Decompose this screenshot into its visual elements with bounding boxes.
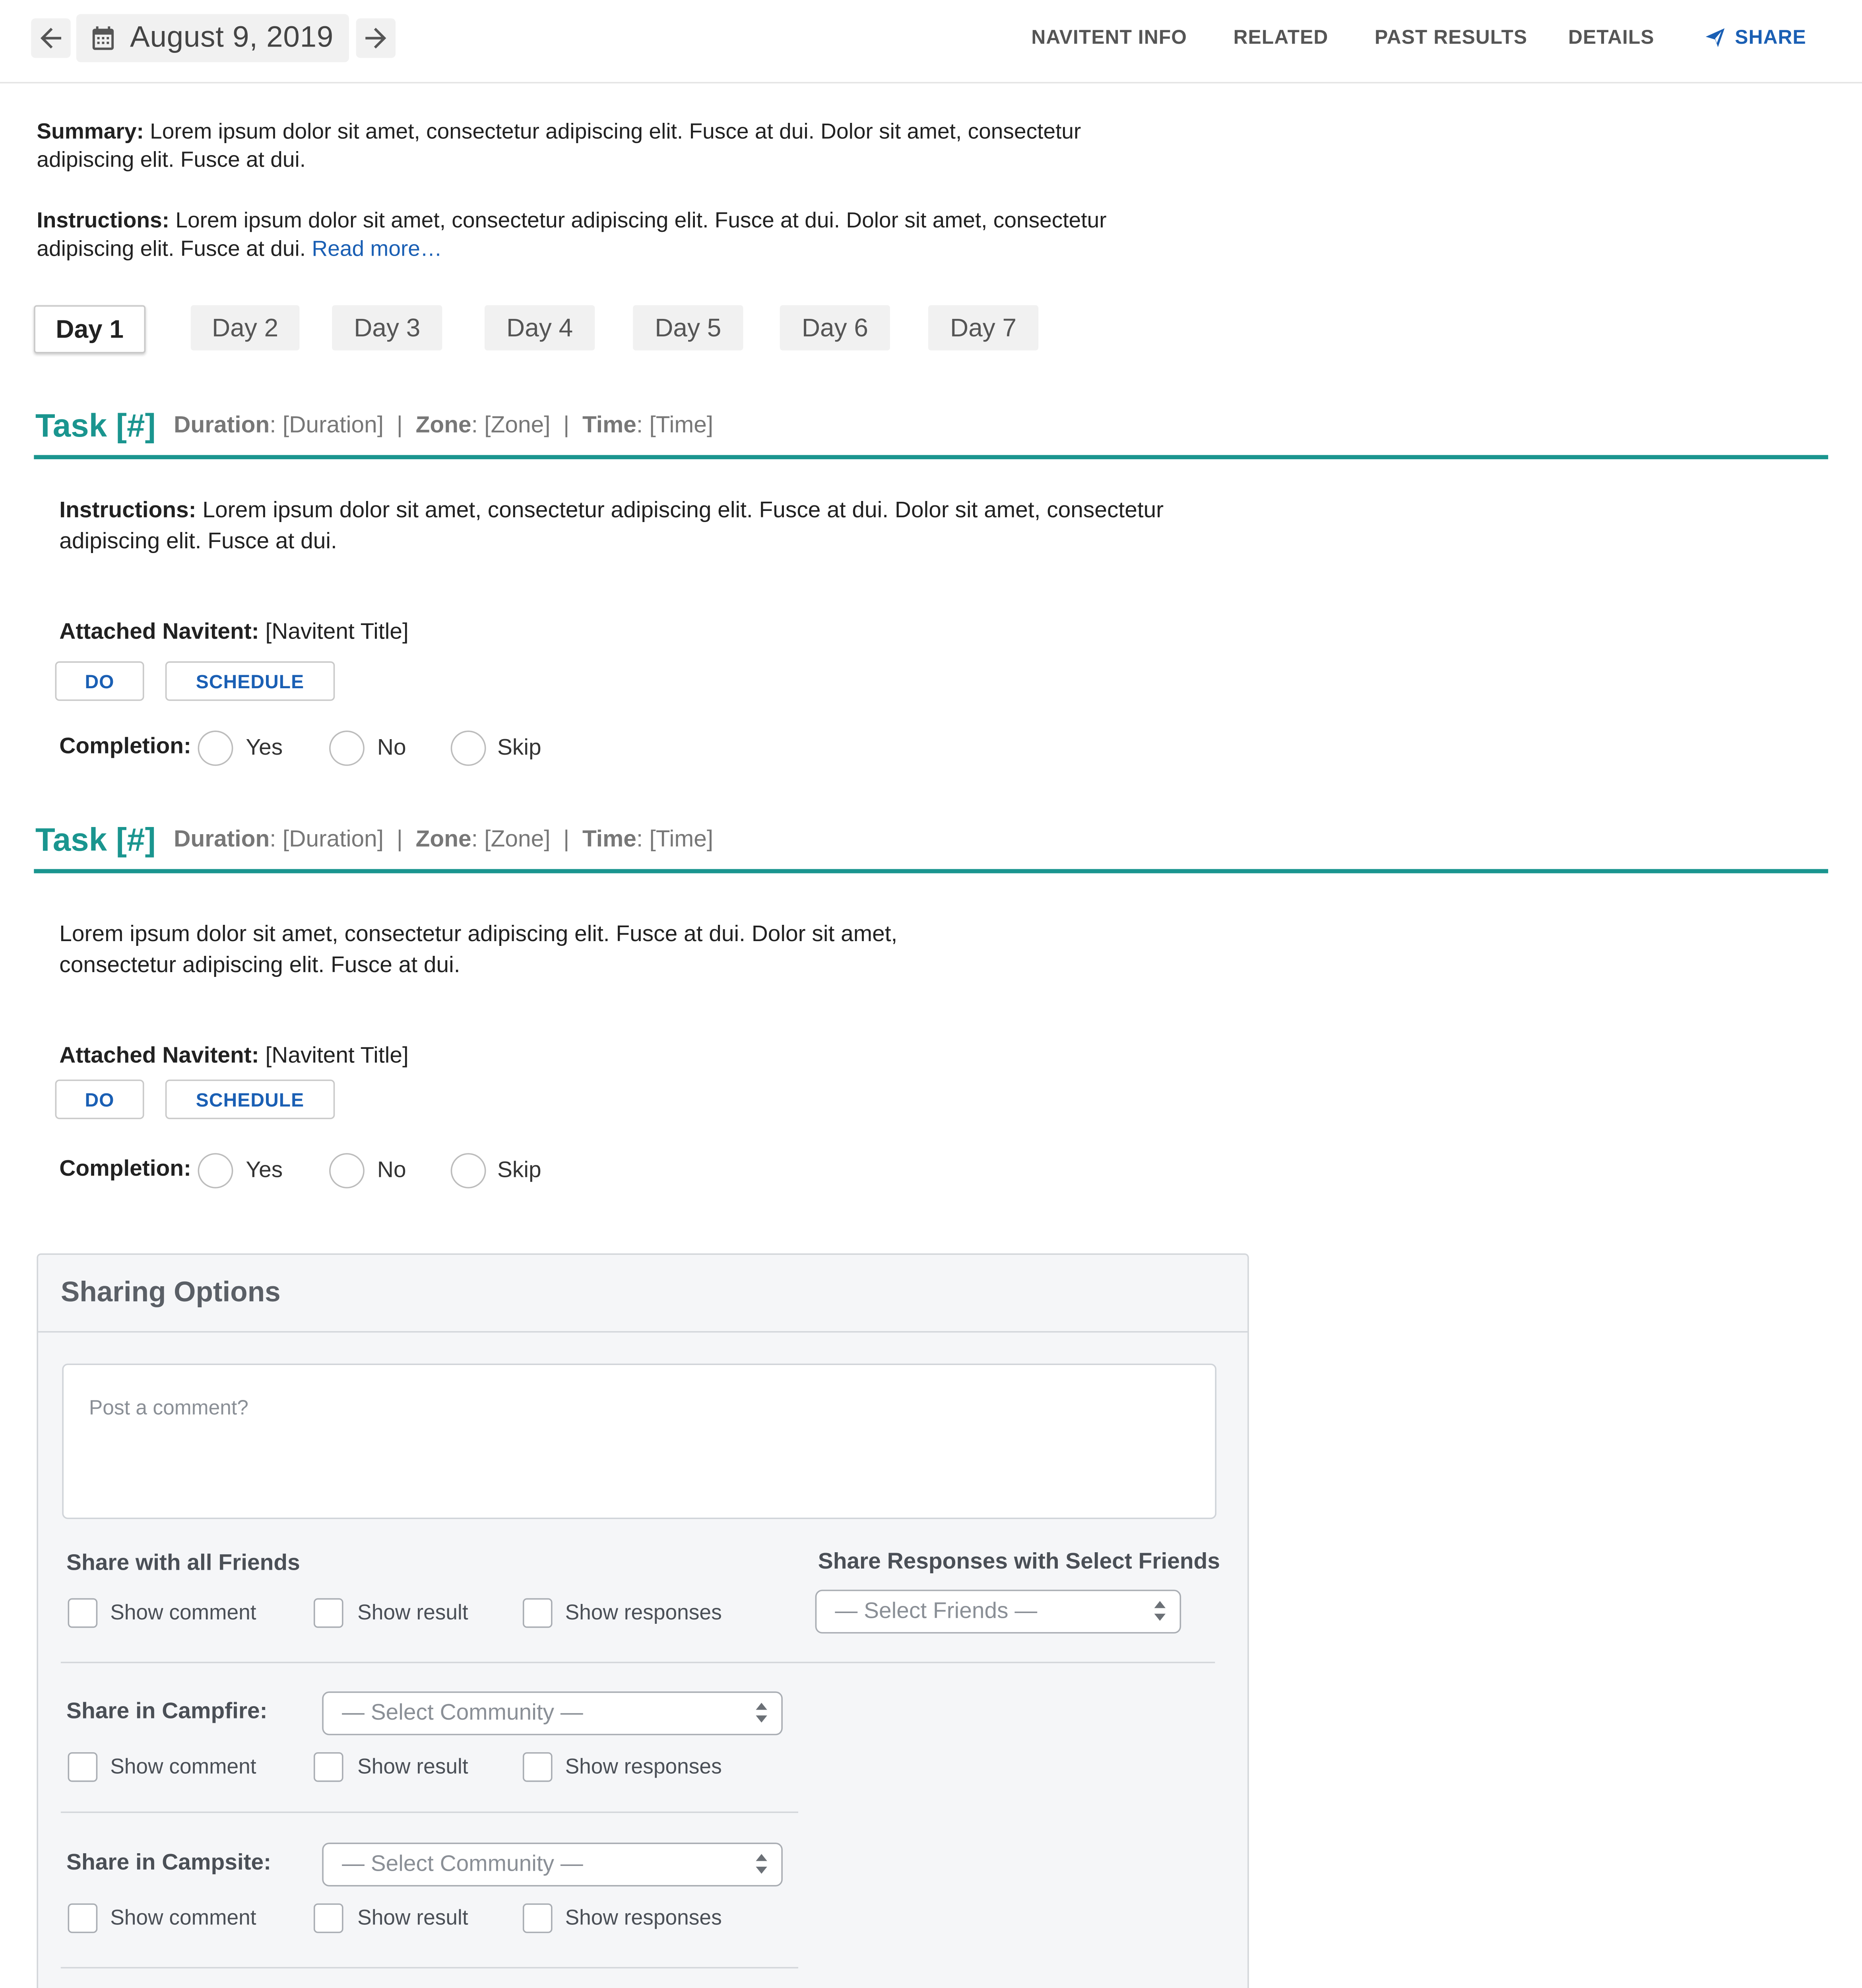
- task-1-header: [35, 407, 156, 445]
- checkbox-label: Show result: [357, 1601, 468, 1625]
- share-label: SHARE: [1735, 25, 1806, 48]
- task-2-header: [35, 821, 156, 859]
- radio-yes-label: Yes: [246, 1159, 283, 1183]
- paper-plane-icon: [1704, 25, 1726, 48]
- arrow-right-icon: [360, 23, 391, 54]
- tab-day-6[interactable]: Day 6: [780, 305, 890, 351]
- campfire-show-responses-checkbox[interactable]: [523, 1752, 553, 1782]
- read-more-link[interactable]: Read more…: [312, 237, 442, 262]
- task-2-meta: [174, 827, 713, 854]
- task-1-schedule-button[interactable]: SCHEDULE: [165, 661, 335, 701]
- instructions-label: Instructions:: [37, 209, 170, 233]
- checkbox-label: Show responses: [565, 1601, 722, 1625]
- meta-separator: |: [396, 827, 403, 852]
- campsite-show-responses-checkbox[interactable]: [523, 1903, 553, 1933]
- tab-day-5[interactable]: Day 5: [633, 305, 743, 351]
- task-2-radio-skip[interactable]: [451, 1153, 486, 1188]
- duration-label: Duration: [174, 412, 270, 438]
- campsite-community-dropdown[interactable]: [322, 1842, 783, 1886]
- task-2-radio-no[interactable]: [329, 1153, 365, 1188]
- task-1-divider: [34, 455, 1828, 459]
- top-bar: [0, 0, 1862, 83]
- tab-day-7[interactable]: Day 7: [928, 305, 1038, 351]
- select-friends-value: — Select Friends —: [835, 1599, 1038, 1623]
- checkbox-label: Show responses: [565, 1906, 722, 1930]
- meta-separator: |: [563, 412, 570, 438]
- campfire-show-result-checkbox[interactable]: [314, 1752, 343, 1782]
- time-value: : [Time]: [636, 827, 714, 852]
- summary-text: Lorem ipsum dolor sit amet, consectetur adipiscing elit. Fusce at dui. Dolor sit amet, consectetur adipiscing elit. Fusce at dui.: [37, 120, 1081, 173]
- checkbox-label: Show responses: [565, 1755, 722, 1779]
- zone-value: : [Zone]: [471, 827, 551, 852]
- attached-label: Attached Navitent:: [59, 1044, 259, 1068]
- task-instructions-text: Lorem ipsum dolor sit amet, consectetur adipiscing elit. Fusce at dui. Dolor sit amet, consectetur adipiscing elit. Fusce at dui.: [59, 499, 1164, 554]
- summary-label: Summary:: [37, 120, 144, 144]
- zone-value: : [Zone]: [471, 412, 551, 438]
- radio-no-label: No: [377, 736, 406, 761]
- friends-show-result-checkbox[interactable]: [314, 1598, 343, 1628]
- sort-caret-icon: [754, 1701, 769, 1724]
- meta-separator: |: [396, 412, 403, 438]
- forward-button[interactable]: [356, 18, 396, 58]
- campsite-show-comment-checkbox[interactable]: [68, 1903, 98, 1933]
- task-1-completion-label: Completion:: [59, 735, 191, 759]
- section-divider: [61, 1967, 798, 1969]
- tab-day-1[interactable]: Day 1: [34, 305, 145, 353]
- zone-label: Zone: [415, 412, 471, 438]
- sharing-options-panel: [37, 1253, 1249, 1988]
- sharing-options-header: [38, 1255, 1247, 1332]
- tab-day-2[interactable]: Day 2: [191, 305, 300, 351]
- attached-value: [Navitent Title]: [259, 620, 409, 645]
- tab-day-4[interactable]: Day 4: [485, 305, 595, 351]
- campfire-show-comment-checkbox[interactable]: [68, 1752, 98, 1782]
- select-community-value: — Select Community —: [342, 1852, 583, 1876]
- select-community-value: — Select Community —: [342, 1701, 583, 1725]
- time-label: Time: [582, 412, 636, 438]
- task-2-schedule-button[interactable]: SCHEDULE: [165, 1079, 335, 1119]
- task-1-do-button[interactable]: DO: [55, 661, 144, 701]
- duration-value: : [Duration]: [270, 412, 384, 438]
- task-2-completion-label: Completion:: [59, 1157, 191, 1182]
- section-divider: [61, 1811, 798, 1813]
- sharing-options-title: Sharing Options: [60, 1277, 281, 1309]
- friends-show-comment-checkbox[interactable]: [68, 1598, 98, 1628]
- checkbox-label: Show result: [357, 1906, 468, 1930]
- checkbox-label: Show result: [357, 1755, 468, 1779]
- campfire-community-dropdown[interactable]: [322, 1691, 783, 1735]
- checkbox-label: Show comment: [110, 1601, 256, 1625]
- time-label: Time: [582, 827, 636, 852]
- comment-textarea[interactable]: [62, 1364, 1216, 1519]
- radio-skip-label: Skip: [497, 736, 541, 761]
- share-select-friends-label: Share Responses with Select Friends: [818, 1550, 1220, 1574]
- share-all-friends-label: Share with all Friends: [66, 1551, 300, 1576]
- task-1-radio-skip[interactable]: [451, 730, 486, 766]
- instructions-text: Lorem ipsum dolor sit amet, consectetur adipiscing elit. Fusce at dui. Dolor sit amet, consectetur adipiscing elit. Fusce at dui.: [37, 209, 1107, 262]
- comment-placeholder: Post a comment?: [89, 1397, 248, 1420]
- campsite-show-result-checkbox[interactable]: [314, 1903, 343, 1933]
- share-campsite-label: Share in Campsite:: [66, 1851, 272, 1875]
- task-2-divider: [34, 869, 1828, 874]
- task-instructions-label: Instructions:: [59, 499, 196, 523]
- attached-label: Attached Navitent:: [59, 620, 259, 645]
- nav-details[interactable]: DETAILS: [1568, 25, 1654, 48]
- share-button[interactable]: [1704, 25, 1806, 48]
- duration-label: Duration: [174, 827, 270, 852]
- sort-caret-icon: [754, 1852, 769, 1875]
- calendar-icon: [89, 24, 117, 52]
- attached-value: [Navitent Title]: [259, 1044, 409, 1068]
- checkbox-label: Show comment: [110, 1906, 256, 1930]
- task-2-do-button[interactable]: DO: [55, 1079, 144, 1119]
- date-picker[interactable]: [76, 14, 349, 62]
- tab-day-3[interactable]: Day 3: [332, 305, 442, 351]
- nav-related[interactable]: RELATED: [1233, 25, 1329, 48]
- zone-label: Zone: [415, 827, 471, 852]
- radio-skip-label: Skip: [497, 1159, 541, 1183]
- task-2-body: Lorem ipsum dolor sit amet, consectetur adipiscing elit. Fusce at dui. Dolor sit amet, consectetur adipiscing elit. Fusce at dui.: [59, 922, 898, 978]
- checkbox-label: Show comment: [110, 1755, 256, 1779]
- current-date: August 9, 2019: [130, 21, 334, 54]
- nav-navitent-info[interactable]: NAVITENT INFO: [1031, 25, 1187, 48]
- task-2-radio-yes[interactable]: [198, 1153, 233, 1188]
- share-campfire-label: Share in Campfire:: [66, 1700, 268, 1724]
- friends-show-responses-checkbox[interactable]: [523, 1598, 553, 1628]
- task-1-radio-no[interactable]: [329, 730, 365, 766]
- intro-instructions: [37, 208, 1195, 264]
- task-2-attached: [59, 1043, 409, 1071]
- sort-caret-icon: [1153, 1600, 1167, 1622]
- summary: [37, 119, 1167, 175]
- time-value: : [Time]: [636, 412, 714, 438]
- task-1-attached: [59, 619, 409, 647]
- task-title: Task [#]: [35, 821, 156, 858]
- task-1-meta: [174, 413, 713, 440]
- nav-past-results[interactable]: PAST RESULTS: [1375, 25, 1528, 48]
- radio-no-label: No: [377, 1159, 406, 1183]
- section-divider: [61, 1662, 1215, 1664]
- duration-value: : [Duration]: [270, 827, 384, 852]
- radio-yes-label: Yes: [246, 736, 283, 761]
- meta-separator: |: [563, 827, 570, 852]
- task-1-radio-yes[interactable]: [198, 730, 233, 766]
- task-1-instructions: [59, 496, 1218, 558]
- select-friends-dropdown[interactable]: [815, 1590, 1181, 1633]
- arrow-left-icon: [35, 23, 66, 54]
- back-button[interactable]: [31, 18, 71, 58]
- task-title: Task [#]: [35, 407, 156, 444]
